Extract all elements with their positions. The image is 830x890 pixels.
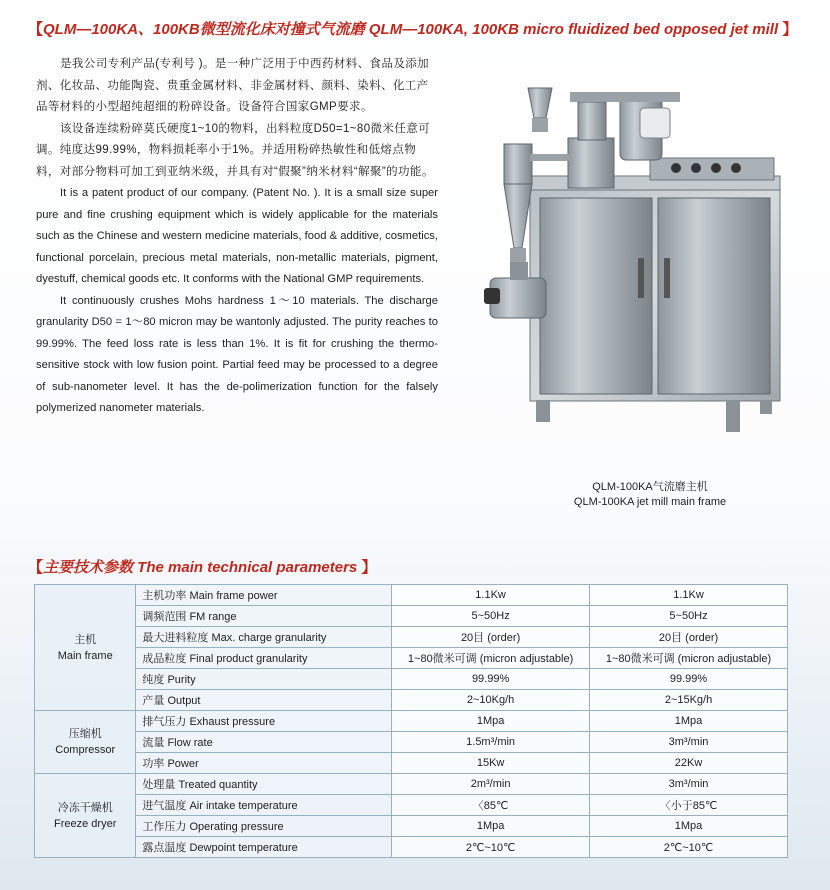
- param-value-kb: 22Kw: [590, 753, 788, 774]
- table-row: [35, 648, 788, 669]
- intro-en-paragraph-2: It continuously crushes Mohs hardness 1～10 materials. The discharge granularity D50 = 1～80 micron may be wantonly adjusted. The purity reaches to 99.99%. The feed loss rate is less than 1%. It is fit for crushing the thermo-sensitive stock with low fusion point. Partial feed may be processed to a degree of sub-nanometer level. It has the de-polimerization function for the falsely polymerized nanometer materials.: [36, 294, 438, 414]
- table-row: [35, 627, 788, 648]
- group-label-en: Freeze dryer: [54, 817, 117, 830]
- table-row: [35, 711, 788, 732]
- param-value-ka: 1Mpa: [392, 711, 590, 732]
- figure-caption: [560, 480, 740, 510]
- param-label: 纯度 Purity: [136, 669, 392, 690]
- intro-en-paragraph-1: It is a patent product of our company. (Patent No. ). It is a small size super pure and fine crushing equipment which is widely applicable for the materials such as the Chinese and western medicine materials, food & additive, cosmetics, functional porcelain, precious metal materials, non-metallic materials, pigment, dyestuff, chemical goods etc. It conforms with the National GMP requirements.: [36, 187, 438, 285]
- param-value-kb: 99.99%: [590, 669, 788, 690]
- title-bracket-left: 【: [28, 21, 44, 38]
- intro-zh-paragraph-1: 是我公司专利产品(专利号 )。是一种广泛用于中西药材料、食品及添加剂、化妆品、功能陶瓷、贵重金属材料、非金属材料、颜料、染料、化工产品等材料的小型超纯超细的粉碎设备。设备符合国家GMP要求。: [36, 58, 430, 113]
- jet-mill-machine-image: [470, 78, 790, 448]
- intro-text: [36, 54, 438, 420]
- param-value-kb: 3m³/min: [590, 774, 788, 795]
- param-label: 成品粒度 Final product granularity: [136, 648, 392, 669]
- table-row: [35, 585, 788, 606]
- param-value-kb: 5~50Hz: [590, 606, 788, 627]
- group-label-zh: 冷冻干燥机: [57, 801, 113, 814]
- section-title-text: 主要技术参数 The main technical parameters: [43, 559, 358, 576]
- section-title: [28, 556, 376, 577]
- param-value-ka: 1Mpa: [392, 816, 590, 837]
- param-value-ka: 〈85℃: [392, 795, 590, 816]
- group-label-zh: 压缩机: [68, 728, 102, 740]
- param-value-kb: 1Mpa: [590, 711, 788, 732]
- title-bracket-right: 】: [782, 21, 798, 38]
- param-value-kb: 2~15Kg/h: [590, 690, 788, 711]
- param-value-ka: 2~10Kg/h: [392, 690, 590, 711]
- param-value-ka: 15Kw: [392, 753, 590, 774]
- group-label-en: Compressor: [55, 744, 116, 756]
- param-value-kb: 1Mpa: [590, 816, 788, 837]
- param-value-ka: 99.99%: [392, 669, 590, 690]
- caption-line-2: QLM-100KA jet mill main frame: [573, 496, 727, 508]
- param-value-ka: 1~80微米可调 (micron adjustable): [392, 648, 590, 669]
- parameters-table: [34, 584, 788, 858]
- group-label-zh: 主机: [74, 633, 97, 646]
- param-label: 排气压力 Exhaust pressure: [136, 711, 392, 732]
- group-compressor: [35, 711, 136, 774]
- table-row: [35, 816, 788, 837]
- table-row: [35, 732, 788, 753]
- param-label: 产量 Output: [136, 690, 392, 711]
- caption-line-1: QLM-100KA气流磨主机: [592, 481, 708, 493]
- param-label: 最大进料粒度 Max. charge granularity: [136, 627, 392, 648]
- title-text: QLM—100KA、100KB微型流化床对撞式气流磨 QLM—100KA, 100KB micro fluidized bed opposed jet mill: [43, 21, 779, 38]
- param-value-ka: 20目 (order): [392, 627, 590, 648]
- page-title: [28, 18, 808, 39]
- table-row: [35, 753, 788, 774]
- param-value-kb: 1.1Kw: [590, 585, 788, 606]
- param-value-ka: 1.5m³/min: [392, 732, 590, 753]
- table-row: [35, 774, 788, 795]
- table-row: [35, 795, 788, 816]
- param-label: 进气温度 Air intake temperature: [136, 795, 392, 816]
- group-main-frame: [35, 585, 136, 711]
- param-value-ka: 1.1Kw: [392, 585, 590, 606]
- param-value-kb: 〈小于85℃: [590, 795, 788, 816]
- param-label: 流量 Flow rate: [136, 732, 392, 753]
- intro-zh-paragraph-2: 该设备连续粉碎莫氏硬度1~10的物料，出料粒度D50=1~80微米任意可调。纯度达99.99%，物料损耗率小于1%。并适用粉碎热敏性和低熔点物料，对部分物料可加工到亚纳米级，并具有对“假聚”纳米材料“解聚”的功能。: [36, 122, 434, 178]
- param-value-kb: 3m³/min: [590, 732, 788, 753]
- param-label: 主机功率 Main frame power: [136, 585, 392, 606]
- param-value-kb: 2℃~10℃: [590, 837, 788, 858]
- param-value-kb: 1~80微米可调 (micron adjustable): [590, 648, 788, 669]
- param-label: 调频范围 FM range: [136, 606, 392, 627]
- group-label-en: Main frame: [57, 649, 113, 662]
- group-freeze-dryer: [35, 774, 136, 858]
- param-value-ka: 5~50Hz: [392, 606, 590, 627]
- param-value-ka: 2℃~10℃: [392, 837, 590, 858]
- table-row: [35, 837, 788, 858]
- param-label: 功率 Power: [136, 753, 392, 774]
- table-row: [35, 690, 788, 711]
- param-label: 处理量 Treated quantity: [136, 774, 392, 795]
- param-label: 工作压力 Operating pressure: [136, 816, 392, 837]
- table-row: [35, 669, 788, 690]
- param-value-ka: 2m³/min: [392, 774, 590, 795]
- param-value-kb: 20目 (order): [590, 627, 788, 648]
- section-bracket-right: 】: [361, 559, 377, 576]
- section-bracket-left: 【: [28, 559, 44, 576]
- param-label: 露点温度 Dewpoint temperature: [136, 837, 392, 858]
- table-row: [35, 606, 788, 627]
